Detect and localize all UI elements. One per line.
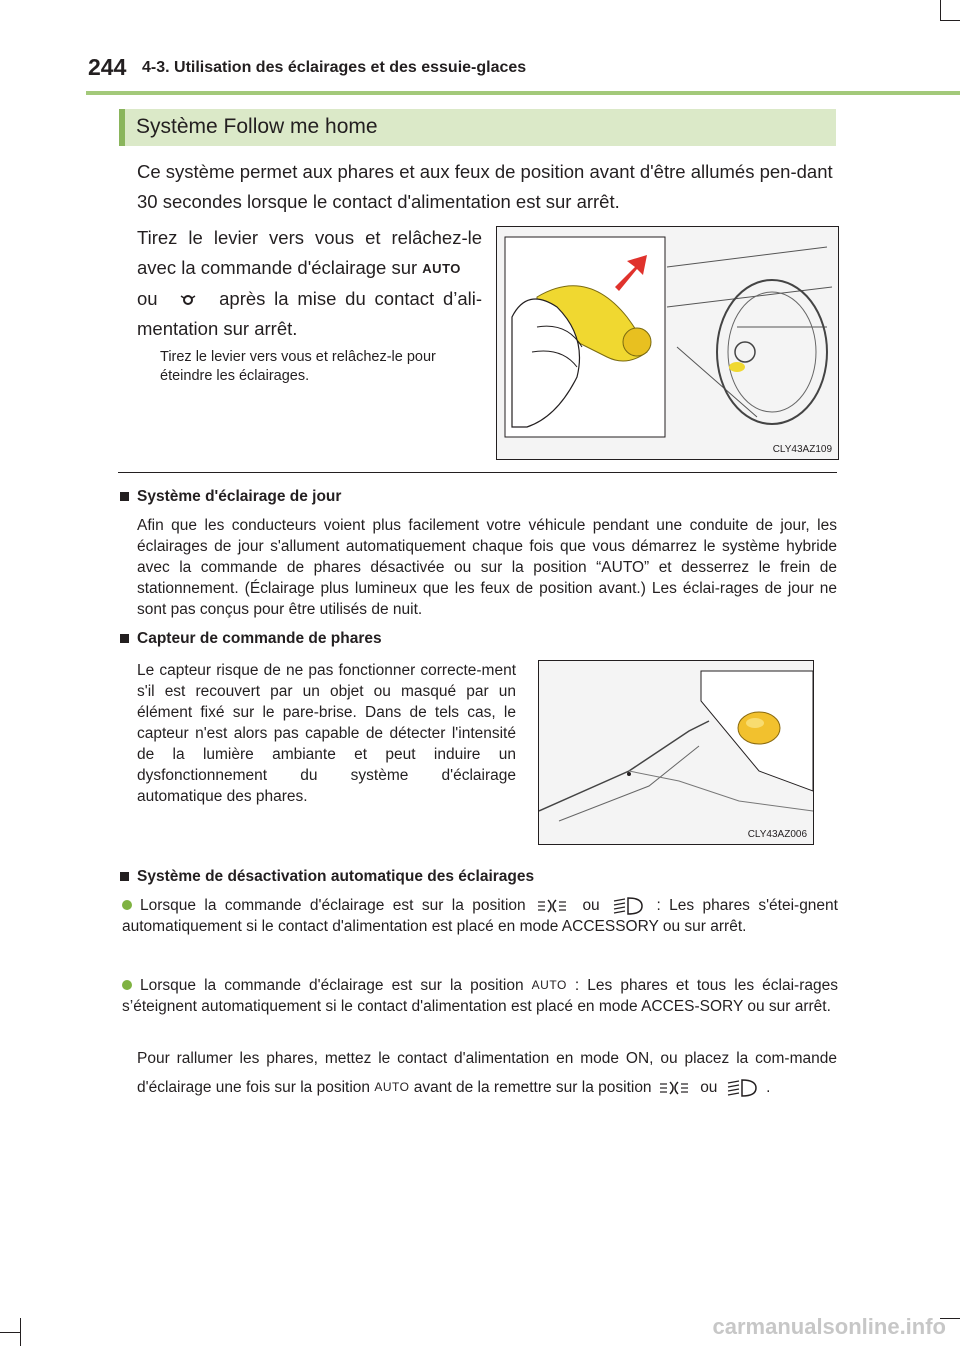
watermark: carmanualsonline.info <box>712 1314 946 1339</box>
lever-text-1: Tirez le levier vers vous et relâchez-le avec la commande d'éclairage sur <box>137 227 482 278</box>
bullet-1-text-b: : Les phares s'étei-gnent automatiquement si le contact d'alimentation est placé en mode ACCESSORY ou sur arrêt. <box>122 897 838 935</box>
title-bar-accent <box>119 109 125 146</box>
auto-off-bullet-1 <box>122 895 838 937</box>
crop-mark <box>20 1318 21 1346</box>
paragraph-ou: ou <box>700 1079 718 1096</box>
crop-mark <box>940 0 941 20</box>
auto-icon: AUTO <box>531 978 567 993</box>
daytime-heading <box>120 488 341 506</box>
bullet-2-text-a: Lorsque la commande d'éclairage est sur la position <box>140 977 524 994</box>
auto-off-heading-text: Système de désactivation automatique des éclairages <box>137 868 535 885</box>
sensor-text: Le capteur risque de ne pas fonctionner correcte-ment s'il est recouvert par un objet ou masqué par un élément fixé sur le pare-brise. Dans de tels cas, le capteur n'est alors pas capable de détecter l'intensité de la lumière ambiante et peut induire un dysfonctionnement du système d'éclairage automatique des phares. <box>137 662 516 805</box>
section-divider <box>118 472 837 473</box>
bullet-2-text-b: : Les phares et tous les éclai-rages s’éteignent automatiquement si le contact d'alimentation est placé en mode ACCES-SORY ou sur arrêt. <box>122 977 838 1016</box>
sensor-figure <box>538 660 814 845</box>
lever-text-ou: ou <box>137 288 158 310</box>
intro-text: Ce système permet aux phares et aux feux de position avant d'être allumés pen-dant 30 secondes lorsque le contact d'alimentation est sur arrêt. <box>137 161 833 212</box>
headlight-icon <box>534 897 574 915</box>
low-beam-icon <box>722 1078 762 1098</box>
lever-illustration <box>497 227 838 459</box>
crop-mark <box>940 20 960 21</box>
auto-off-heading <box>120 868 534 886</box>
crop-mark <box>0 1332 20 1333</box>
paragraph-text-a: Pour rallumer les phares, mettez le contact d'alimentation en mode ON, ou placez la com-mande d'éclairage une fois sur la position <box>137 1050 837 1096</box>
auto-off-paragraph <box>137 1044 837 1102</box>
bullet-1-text-a: Lorsque la commande d'éclairage est sur la position <box>140 897 526 914</box>
bullet-1-ou: ou <box>582 897 600 914</box>
paragraph-end: . <box>766 1079 771 1096</box>
paragraph-text-b: avant de la remettre sur la position <box>413 1079 652 1096</box>
header-rule <box>86 91 960 95</box>
page-title: Système Follow me home <box>136 115 378 138</box>
headlight-icon <box>656 1079 696 1097</box>
auto-icon: AUTO <box>374 1080 410 1095</box>
sensor-illustration <box>539 661 813 844</box>
section-title: 4-3. Utilisation des éclairages et des essuie-glaces <box>142 59 527 76</box>
lever-note: Tirez le levier vers vous et relâchez-le pour éteindre les éclairages. <box>160 349 436 384</box>
sensor-heading-text: Capteur de commande de phares <box>137 630 382 647</box>
figure-code: CLY43AZ006 <box>747 829 807 840</box>
lever-instruction <box>137 223 482 344</box>
square-bullet-icon <box>120 634 129 643</box>
auto-off-bullet-2 <box>122 975 838 1017</box>
figure-code: CLY43AZ109 <box>772 444 832 455</box>
parking-light-icon <box>166 290 210 310</box>
square-bullet-icon <box>120 492 129 501</box>
lever-text-2: après la mise du contact d’ali-mentation sur arrêt. <box>137 288 483 340</box>
page-number: 244 <box>88 54 127 80</box>
bullet-icon <box>122 900 132 910</box>
daytime-heading-text: Système d'éclairage de jour <box>137 488 342 505</box>
auto-icon: AUTO <box>422 261 461 277</box>
daytime-text: Afin que les conducteurs voient plus facilement votre véhicule pendant une conduite de jour, les éclairages de jour s'allument automatiquement chaque fois que vous démarrez le système hybride avec la commande de phares désactivée ou sur la position “AUTO” et desserrez le frein de stationnement. (Éclairage plus lumineux que les feux de position avant.) Les éclai-rages de jour ne sont pas conçus pour être utilisés de nuit. <box>137 517 837 618</box>
sensor-heading <box>120 630 382 648</box>
bullet-icon <box>122 980 132 990</box>
low-beam-icon <box>608 896 648 916</box>
lever-figure <box>496 226 839 460</box>
square-bullet-icon <box>120 872 129 881</box>
